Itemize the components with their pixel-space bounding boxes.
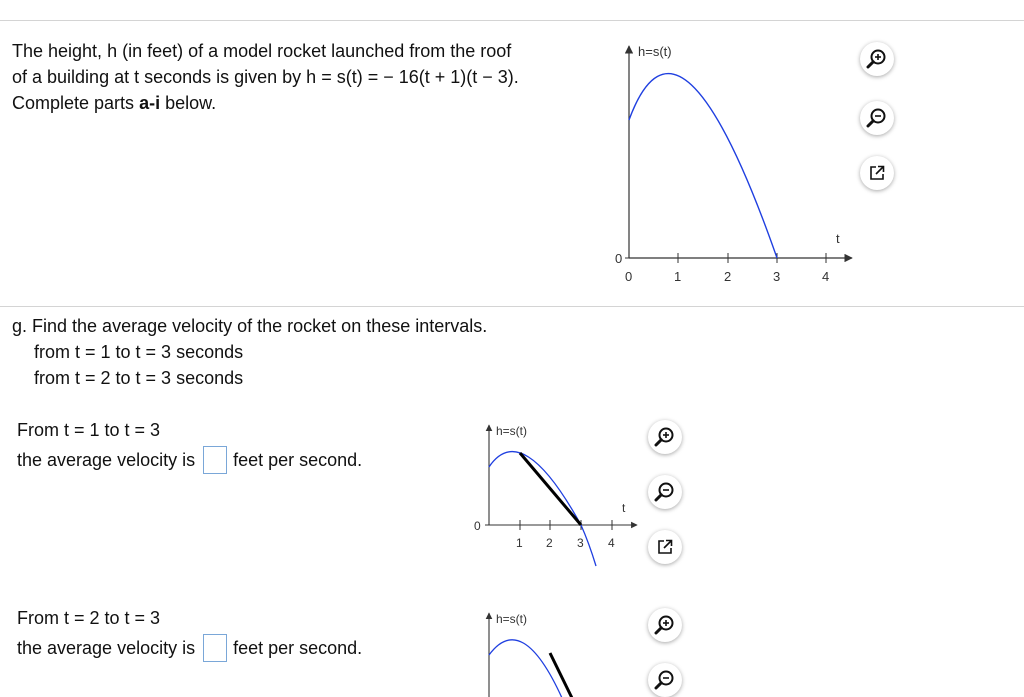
main-x-tick-2: 2 — [724, 269, 732, 284]
answer-2-heading: From t = 2 to t = 3 — [17, 608, 161, 628]
answer-1-row — [17, 446, 362, 476]
small2-secant-line — [550, 653, 572, 697]
small1-zoom-in-button[interactable] — [648, 420, 682, 454]
small1-popout-button[interactable] — [648, 530, 682, 564]
small1-x-label: t — [622, 501, 626, 515]
small1-y-tick-0: 0 — [474, 519, 481, 533]
main-x-tick-1: 1 — [674, 269, 682, 284]
main-y-tick-0: 0 — [615, 251, 623, 266]
answer-2-row — [17, 634, 362, 664]
small1-x-tick-4: 4 — [608, 536, 615, 550]
answer-1-prefix: the average velocity is — [17, 449, 196, 470]
main-zoom-out-button[interactable] — [860, 101, 894, 135]
answer-1-input[interactable] — [203, 446, 227, 474]
zoom-out-icon — [654, 481, 676, 503]
answer-2-suffix: feet per second. — [233, 637, 363, 658]
main-popout-button[interactable] — [860, 156, 894, 190]
parts-range: a-i — [139, 93, 161, 113]
zoom-in-icon — [654, 614, 676, 636]
top-divider — [0, 20, 1024, 21]
main-y-label: h=s(t) — [638, 44, 672, 59]
small1-x-tick-2: 2 — [546, 536, 553, 550]
small1-y-label: h=s(t) — [496, 424, 528, 438]
part-g-title: g. Find the average velocity of the rocket on these intervals. — [12, 316, 488, 336]
small1-x-tick-3: 3 — [577, 536, 584, 550]
zoom-in-icon — [654, 426, 676, 448]
problem-statement — [12, 38, 519, 116]
small2-zoom-in-button[interactable] — [648, 608, 682, 642]
section-divider — [0, 306, 1024, 307]
answer-2-input[interactable] — [203, 634, 227, 662]
part-g-interval-1: from t = 1 to t = 3 seconds — [34, 342, 244, 362]
small1-zoom-out-button[interactable] — [648, 475, 682, 509]
zoom-in-icon — [866, 48, 888, 70]
zoom-out-icon — [866, 107, 888, 129]
answer-1-suffix: feet per second. — [233, 449, 363, 470]
small2-y-label: h=s(t) — [496, 612, 528, 626]
part-g-interval-2: from t = 2 to t = 3 seconds — [34, 368, 244, 388]
small-graph-2 — [462, 608, 642, 696]
zoom-out-icon — [654, 669, 676, 691]
part-g — [12, 313, 487, 391]
answer-1-heading: From t = 1 to t = 3 — [17, 420, 161, 440]
main-x-tick-4: 4 — [822, 269, 830, 284]
small2-curve — [489, 640, 562, 697]
main-x-label: t — [836, 231, 840, 246]
main-x-tick-0: 0 — [625, 269, 633, 284]
main-x-tick-3: 3 — [773, 269, 781, 284]
problem-line-2: of a building at t seconds is given by h = s(t) = − 16(t + 1)(t − 3). — [12, 67, 519, 87]
main-graph — [600, 36, 860, 286]
answer-2-prefix: the average velocity is — [17, 637, 196, 658]
small-graph-1 — [462, 420, 642, 570]
problem-line-1: The height, h (in feet) of a model rocket launched from the roof — [12, 41, 512, 61]
popout-icon — [867, 163, 887, 183]
popout-icon — [655, 537, 675, 557]
small1-x-tick-1: 1 — [516, 536, 523, 550]
main-zoom-in-button[interactable] — [860, 42, 894, 76]
small1-secant-line — [520, 453, 581, 525]
problem-line-3-text: Complete parts — [12, 93, 140, 113]
problem-line-3 — [12, 90, 519, 116]
problem-line-3-end: below. — [160, 93, 217, 113]
small2-zoom-out-button[interactable] — [648, 663, 682, 697]
main-curve — [629, 74, 777, 258]
